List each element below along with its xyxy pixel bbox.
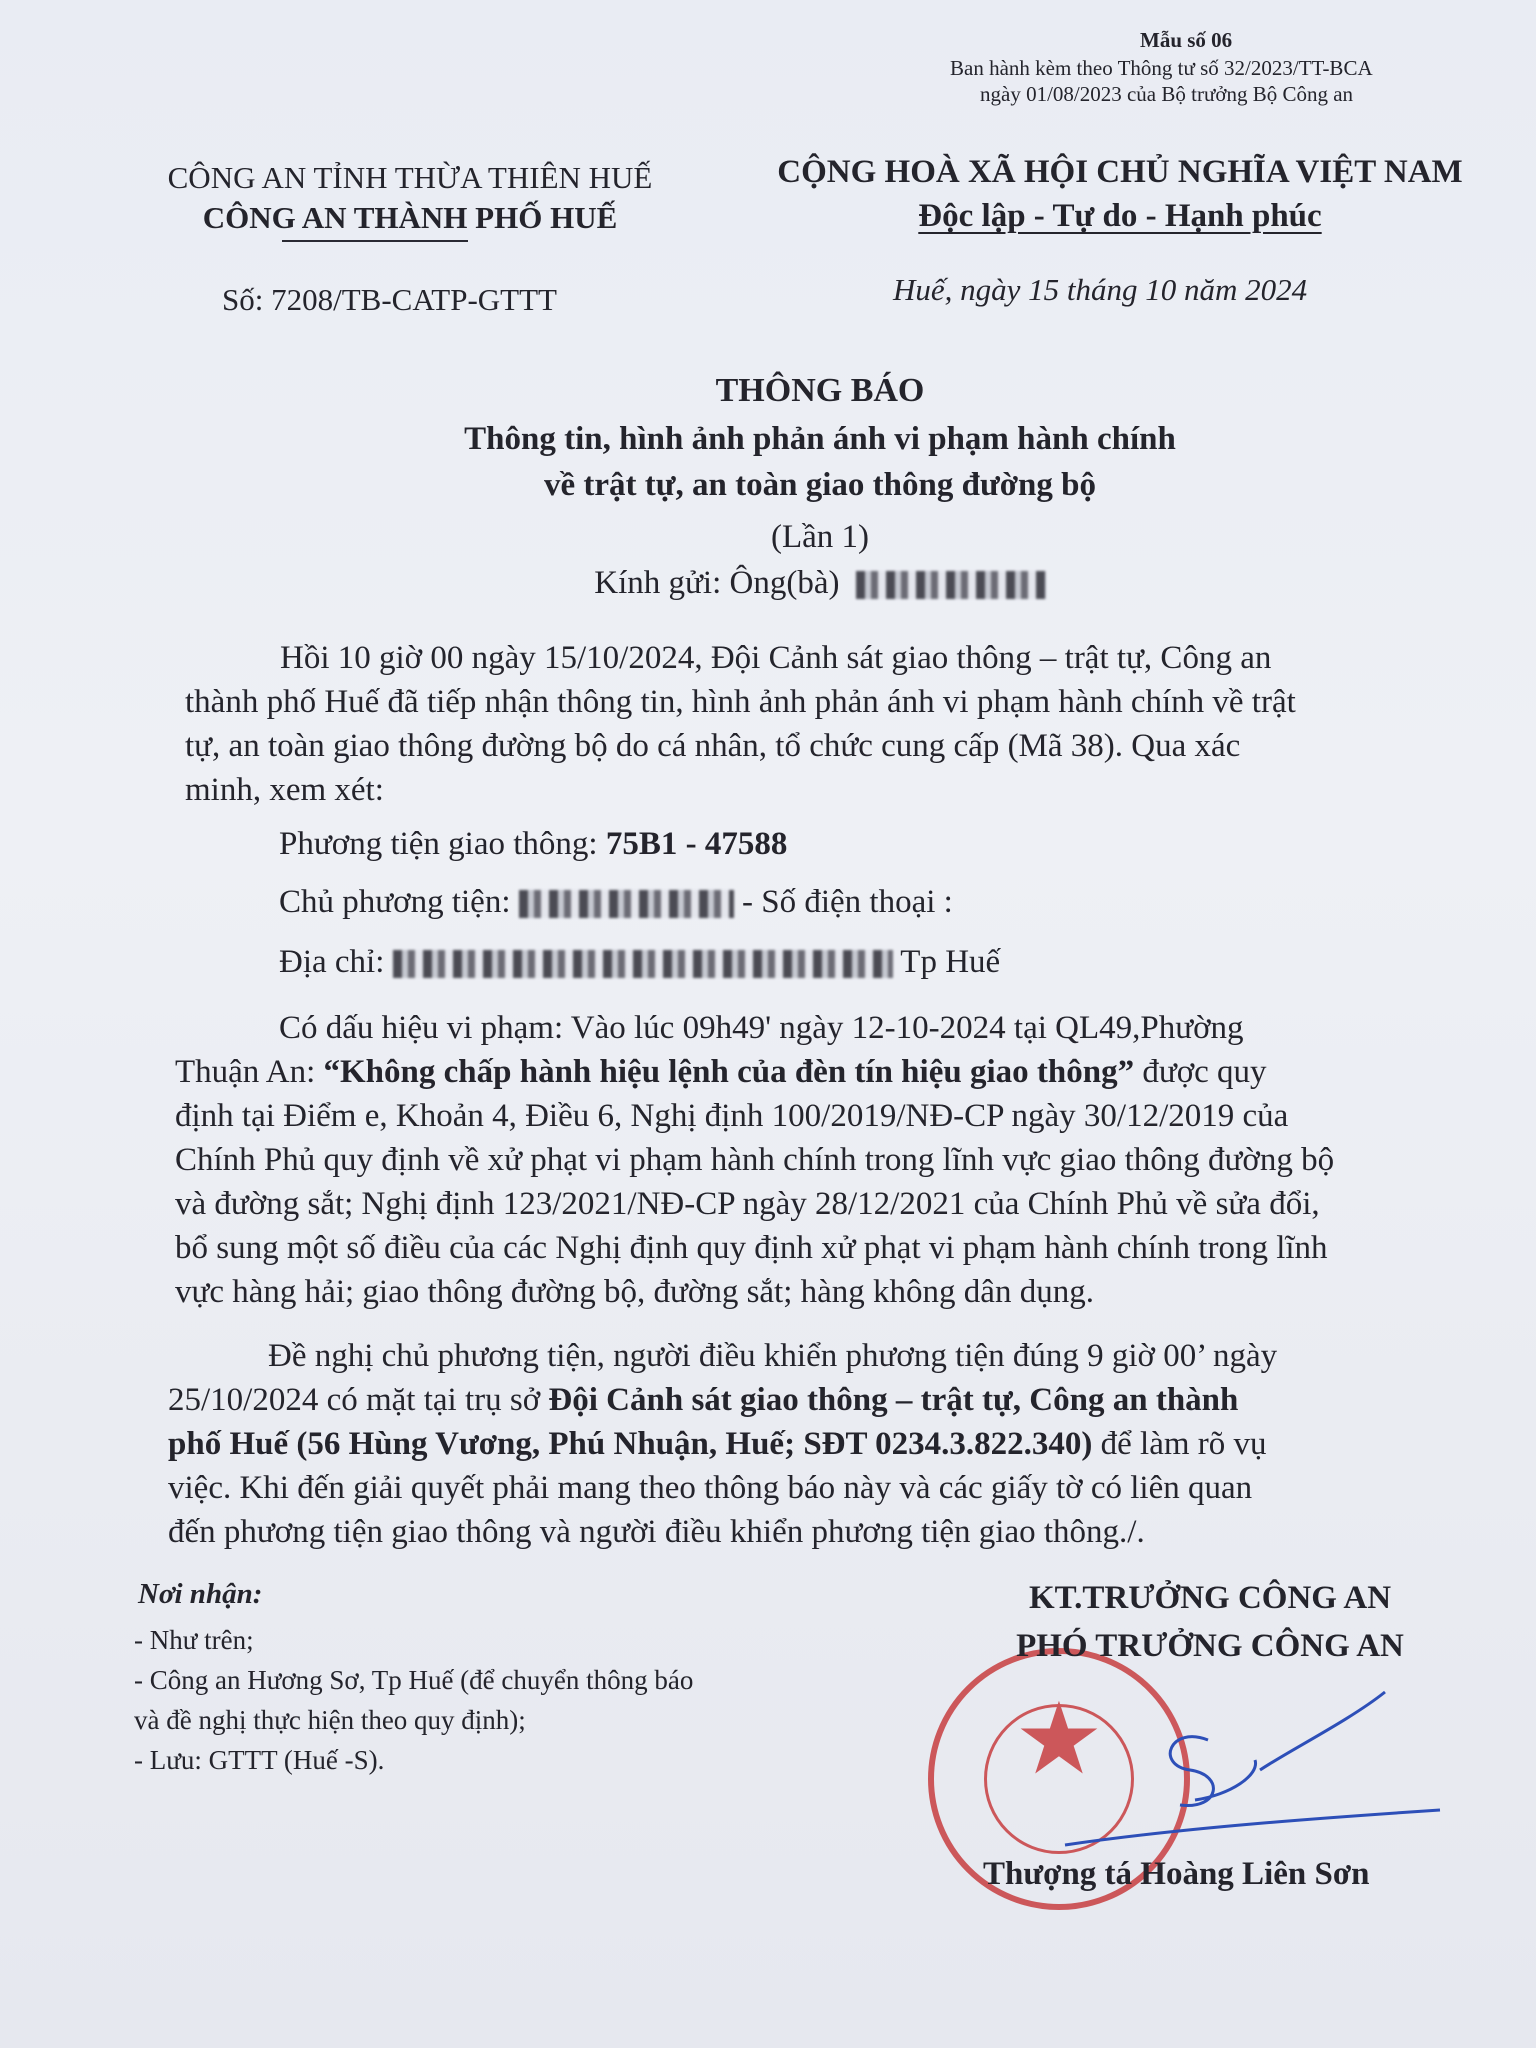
recipients-list: [134, 1620, 693, 1780]
notice-subtitle-2: về trật tự, an toàn giao thông đường bộ: [543, 467, 1096, 503]
violation-cont: được quy: [1134, 1054, 1267, 1090]
intro-line: minh, xem xét:: [185, 772, 384, 808]
recipients-heading: Nơi nhận:: [138, 1578, 263, 1610]
request-line: đến phương tiện giao thông và người điều khiển phương tiện giao thông./.: [168, 1514, 1145, 1550]
place-date: Huế, ngày 15 tháng 10 năm 2024: [893, 272, 1308, 307]
agency-parent: CÔNG AN TỈNH THỪA THIÊN HUẾ: [167, 160, 653, 195]
violation-line: định tại Điểm e, Khoản 4, Điều 6, Nghị định 100/2019/NĐ-CP ngày 30/12/2019 của: [175, 1098, 1289, 1134]
request-line: việc. Khi đến giải quyết phải mang theo thông báo này và các giấy tờ có liên quan: [168, 1470, 1253, 1506]
signer-name: Thượng tá Hoàng Liên Sơn: [983, 1856, 1370, 1892]
title-block: [160, 368, 1480, 606]
request-office: Đội Cảnh sát giao thông – trật tự, Công an thành: [548, 1382, 1239, 1418]
addressee-line: [160, 560, 1480, 606]
agency-block: [120, 158, 700, 238]
address-city: Tp Huế: [892, 944, 1001, 980]
intro-line: thành phố Huế đã tiếp nhận thông tin, hình ảnh phản ánh vi phạm hành chính về trật: [185, 684, 1296, 720]
vehicle-line: [279, 826, 787, 863]
owner-line: [279, 884, 953, 921]
redacted-owner: [519, 890, 734, 918]
phone-label: - Số điện thoại :: [733, 884, 953, 920]
nation-motto: Độc lập - Tự do - Hạnh phúc: [918, 198, 1322, 234]
request-purpose: để làm rõ vụ: [1092, 1426, 1267, 1462]
redacted-name: [856, 571, 1046, 599]
form-issued-line-2: ngày 01/08/2023 của Bộ trưởng Bộ Công an: [980, 82, 1354, 106]
recipient-item: và đề nghị thực hiện theo quy định);: [134, 1705, 526, 1735]
vehicle-plate: 75B1 - 47588: [605, 826, 788, 862]
form-issued-line-1: Ban hành kèm theo Thông tư số 32/2023/TT-BCA: [950, 56, 1373, 80]
violation-line-2: [175, 1050, 1465, 1094]
addressee-label: Kính gửi: Ông(bà): [594, 565, 840, 601]
vehicle-label: Phương tiện giao thông:: [279, 826, 606, 862]
handwritten-signature: [1060, 1670, 1460, 1850]
request-line-3: [168, 1422, 1468, 1466]
violation-paragraph: [175, 1006, 1465, 1314]
agency-unit: CÔNG AN THÀNH PHỐ HUẾ: [202, 200, 618, 235]
violation-line: Chính Phủ quy định về xử phạt vi phạm hành chính trong lĩnh vực giao thông đường bộ: [175, 1142, 1335, 1178]
notice-subtitle-1: Thông tin, hình ảnh phản ánh vi phạm hành chính: [464, 421, 1176, 457]
intro-line: tự, an toàn giao thông đường bộ do cá nhân, tổ chức cung cấp (Mã 38). Qua xác: [185, 728, 1241, 764]
address-label: Địa chỉ:: [279, 944, 385, 980]
notice-round: (Lần 1): [770, 519, 870, 555]
recipient-item: - Lưu: GTTT (Huế -S).: [134, 1745, 385, 1775]
request-office-address: phố Huế (56 Hùng Vương, Phú Nhuận, Huế; SĐT 0234.3.822.340): [168, 1426, 1093, 1462]
violation-line: vực hàng hải; giao thông đường bộ, đường sắt; hàng không dân dụng.: [175, 1274, 1094, 1310]
recipient-item: - Như trên;: [134, 1625, 254, 1655]
signature-title-2: PHÓ TRƯỞNG CÔNG AN: [1016, 1628, 1404, 1664]
violation-line: bổ sung một số điều của các Nghị định quy định xử phạt vi phạm hành chính trong lĩnh: [175, 1230, 1328, 1266]
recipient-item: - Công an Hương Sơ, Tp Huế (để chuyển thông báo: [134, 1665, 694, 1695]
nation-name: CỘNG HOÀ XÃ HỘI CHỦ NGHĨA VIỆT NAM: [777, 154, 1463, 190]
violation-place: Thuận An:: [175, 1054, 324, 1090]
request-line-2: [168, 1378, 1468, 1422]
signature-title-1: KT.TRƯỞNG CÔNG AN: [1028, 1580, 1392, 1616]
request-date: 25/10/2024 có mặt tại trụ sở: [168, 1382, 549, 1418]
intro-line: Hồi 10 giờ 00 ngày 15/10/2024, Đội Cảnh sát giao thông – trật tự, Công an: [280, 640, 1272, 676]
address-line: [279, 944, 1000, 981]
form-number: Mẫu số 06: [1140, 28, 1233, 52]
intro-paragraph: [185, 636, 1465, 812]
violation-offense: “Không chấp hành hiệu lệnh của đèn tín hiệu giao thông”: [323, 1054, 1135, 1090]
signature-block: [930, 1574, 1490, 1670]
request-line: Đề nghị chủ phương tiện, người điều khiển phương tiện đúng 9 giờ 00’ ngày: [268, 1338, 1278, 1374]
nation-block: [740, 150, 1500, 238]
violation-line: và đường sắt; Nghị định 123/2021/NĐ-CP ngày 28/12/2021 của Chính Phủ về sửa đổi,: [175, 1186, 1320, 1222]
seal-star-icon: ★: [1014, 1684, 1104, 1795]
violation-line: Có dấu hiệu vi phạm: Vào lúc 09h49' ngày 12-10-2024 tại QL49,Phường: [279, 1010, 1244, 1046]
agency-underline: [282, 240, 468, 242]
request-paragraph: [168, 1334, 1468, 1554]
notice-title: THÔNG BÁO: [715, 372, 925, 409]
document-number: Số: 7208/TB-CATP-GTTT: [222, 282, 557, 317]
owner-label: Chủ phương tiện:: [279, 884, 511, 920]
redacted-address: [393, 950, 893, 978]
